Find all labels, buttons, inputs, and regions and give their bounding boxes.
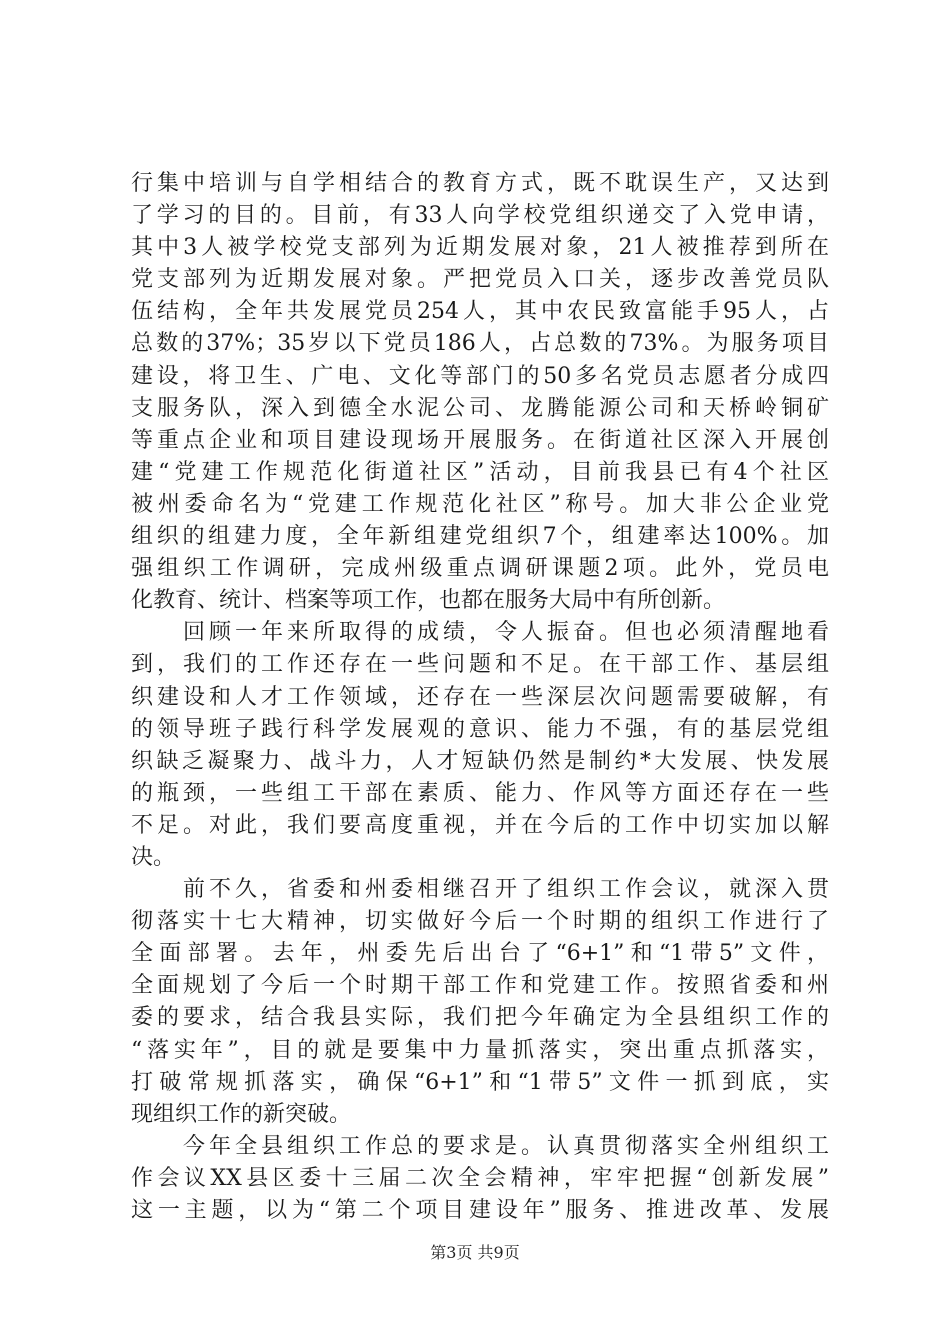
text-line: 其中3人被学校党支部列为近期发展对象，21人被推荐到所在: [131, 235, 829, 261]
text-line: “落实年”，目的就是要集中力量抓落实，突出重点抓落实，: [131, 1037, 829, 1063]
text-line: 现组织工作的新突破。: [131, 1101, 352, 1127]
page-number-label: 第3页 共9页: [430, 1243, 520, 1262]
text-line: 决。: [131, 844, 176, 870]
text-line: 的瓶颈，一些组工干部在素质、能力、作风等方面还存在一些: [131, 780, 829, 806]
document-body: [131, 168, 829, 1227]
text-line: 全面部署。去年，州委先后出台了“6+1”和“1带5”文件，: [131, 941, 829, 967]
text-line: 组织的组建力度，全年新组建党组织7个，组建率达100%。加: [131, 524, 829, 550]
text-line: 织建设和人才工作领域，还存在一些深层次问题需要破解，有: [131, 684, 829, 710]
text-line: 建“党建工作规范化街道社区”活动，目前我县已有4个社区: [131, 459, 829, 485]
text-line: 被州委命名为“党建工作规范化社区”称号。加大非公企业党: [131, 491, 829, 517]
text-line: 委的要求，结合我县实际，我们把今年确定为全县组织工作的: [131, 1005, 829, 1031]
text-line: 等重点企业和项目建设现场开展服务。在街道社区深入开展创: [131, 427, 829, 453]
text-line: 化教育、统计、档案等项工作，也都在服务大局中有所创新。: [131, 588, 726, 614]
text-line: 全面规划了今后一个时期干部工作和党建工作。按照省委和州: [131, 973, 829, 999]
text-line: 支服务队，深入到德全水泥公司、龙腾能源公司和天桥岭铜矿: [131, 395, 829, 421]
text-line: 党支部列为近期发展对象。严把党员入口关，逐步改善党员队: [131, 267, 829, 293]
text-line: 到，我们的工作还存在一些问题和不足。在干部工作、基层组: [131, 652, 829, 678]
page-footer: [0, 1240, 950, 1263]
text-line: 不足。对此，我们要高度重视，并在今后的工作中切实加以解: [131, 812, 829, 838]
paragraph-first-line: 回顾一年来所取得的成绩，令人振奋。但也必须清醒地看: [183, 620, 829, 646]
text-line: 的领导班子践行科学发展观的意识、能力不强，有的基层党组: [131, 716, 829, 742]
text-line: 建设，将卫生、广电、文化等部门的50多名党员志愿者分成四: [131, 363, 829, 389]
text-line: 行集中培训与自学相结合的教育方式，既不耽误生产，又达到: [131, 171, 829, 196]
text-line: 这一主题，以为“第二个项目建设年”服务、推进改革、发展: [131, 1198, 829, 1223]
text-line: 织缺乏凝聚力、战斗力，人才短缺仍然是制约*大发展、快发展: [131, 748, 829, 774]
text-line: 强组织工作调研，完成州级重点调研课题2项。此外，党员电: [131, 556, 829, 582]
text-line: 总数的37%；35岁以下党员186人，占总数的73%。为服务项目: [131, 331, 829, 357]
text-line: 打破常规抓落实，确保“6+1”和“1带5”文件一抓到底，实: [131, 1069, 829, 1095]
text-line: 了学习的目的。目前，有33人向学校党组织递交了入党申请，: [131, 203, 829, 229]
text-line: 作会议XX县区委十三届二次全会精神，牢牢把握“创新发展”: [131, 1165, 829, 1191]
text-line: 伍结构，全年共发展党员254人，其中农民致富能手95人，占: [131, 299, 829, 325]
paragraph-first-line: 前不久，省委和州委相继召开了组织工作会议，就深入贯: [183, 877, 829, 903]
paragraph-first-line: 今年全县组织工作总的要求是。认真贯彻落实全州组织工: [183, 1133, 829, 1159]
text-line: 彻落实十七大精神，切实做好今后一个时期的组织工作进行了: [131, 909, 829, 935]
